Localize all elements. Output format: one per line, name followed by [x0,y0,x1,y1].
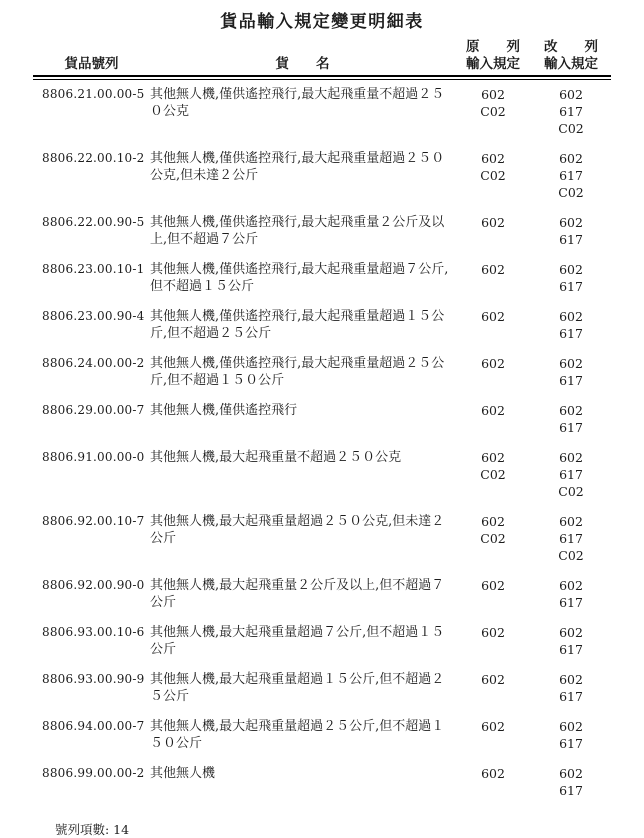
regulation-code: 602 [481,514,505,529]
table-row [33,214,611,261]
header-col-changed-regulation [531,39,611,73]
regulation-code: 617 [559,168,583,183]
table-row [33,513,611,577]
goods-name: 其他無人機,僅供遙控飛行,最大起飛重量超過１５公斤,但不超過２５公斤 [150,309,445,341]
regulation-code: 602 [559,719,583,734]
table-row [33,308,611,355]
goods-name: 其他無人機 [150,766,216,781]
header-col-original-regulation [455,39,531,73]
original-regulation-codes [455,308,531,325]
regulation-code: 602 [481,356,505,371]
regulation-code: 617 [559,531,583,546]
header-col-changed-regulation-line2: 輸入規定 [544,56,598,72]
commodity-code: 8806.93.00.10-6 [42,625,145,639]
regulation-code: C02 [558,185,584,200]
regulation-code: C02 [558,548,584,563]
regulation-code: 602 [481,625,505,640]
regulation-code: 602 [559,309,583,324]
table-header [33,39,611,73]
changed-regulation-codes [531,718,611,752]
regulation-code: 602 [559,403,583,418]
regulation-code: 602 [559,87,583,102]
commodity-code: 8806.22.00.10-2 [42,151,145,165]
goods-name: 其他無人機,僅供遙控飛行 [150,403,298,418]
header-col-goods-name-label: 貨 名 [275,56,330,72]
regulation-code: 602 [559,672,583,687]
goods-name: 其他無人機,最大起飛重量２公斤及以上,但不超過７公斤 [150,578,445,610]
table-body [33,80,611,812]
regulation-code: 602 [481,309,505,324]
regulation-code: 602 [481,215,505,230]
changed-regulation-codes [531,513,611,564]
regulation-code: 602 [481,450,505,465]
header-col-changed-regulation-line1: 改 列 [544,39,598,55]
changed-regulation-codes [531,150,611,201]
original-regulation-codes [455,402,531,419]
goods-name: 其他無人機,最大起飛重量超過２５０公克,但未達２公斤 [150,514,445,546]
regulation-code: 602 [559,262,583,277]
regulation-code: 617 [559,420,583,435]
regulation-code: 602 [559,356,583,371]
changed-regulation-codes [531,86,611,137]
changed-regulation-codes [531,765,611,799]
table-row [33,718,611,765]
regulation-code: 602 [559,625,583,640]
regulation-code: 602 [481,87,505,102]
original-regulation-codes [455,577,531,594]
regulation-code: 602 [559,578,583,593]
table-row [33,261,611,308]
table-row [33,86,611,150]
commodity-code: 8806.22.00.90-5 [42,215,145,229]
goods-name: 其他無人機,最大起飛重量不超過２５０公克 [150,450,402,465]
original-regulation-codes [455,86,531,120]
table-row [33,624,611,671]
original-regulation-codes [455,150,531,184]
original-regulation-codes [455,718,531,735]
goods-name: 其他無人機,僅供遙控飛行,最大起飛重量超過７公斤,但不超過１５公斤 [150,262,449,294]
regulation-code: 617 [559,736,583,751]
original-regulation-codes [455,624,531,641]
original-regulation-codes [455,449,531,483]
changed-regulation-codes [531,355,611,389]
header-col-original-regulation-line2: 輸入規定 [466,56,520,72]
regulation-change-table [33,39,611,812]
regulation-code: C02 [558,484,584,499]
regulation-code: 602 [559,215,583,230]
regulation-code: 602 [559,766,583,781]
goods-name: 其他無人機,最大起飛重量超過２５公斤,但不超過１５０公斤 [150,719,445,751]
regulation-code: 602 [481,578,505,593]
original-regulation-codes [455,513,531,547]
goods-name: 其他無人機,僅供遙控飛行,最大起飛重量超過２５０公克,但未達２公斤 [150,151,445,183]
commodity-code: 8806.21.00.00-5 [42,87,145,101]
table-row [33,150,611,214]
regulation-code: 602 [559,151,583,166]
commodity-code: 8806.92.00.10-7 [42,514,145,528]
row-count-label: 號列項數: 14 [55,822,130,837]
changed-regulation-codes [531,261,611,295]
regulation-code: 602 [481,151,505,166]
page-title: 貨品輸入規定變更明細表 [220,12,424,32]
regulation-code: 617 [559,689,583,704]
regulation-code: 617 [559,783,583,798]
regulation-code: 602 [481,262,505,277]
changed-regulation-codes [531,402,611,436]
commodity-code: 8806.29.00.00-7 [42,403,145,417]
table-row [33,355,611,402]
regulation-code: 617 [559,642,583,657]
changed-regulation-codes [531,624,611,658]
goods-name: 其他無人機,僅供遙控飛行,最大起飛重量不超過２５０公克 [150,87,445,119]
commodity-code: 8806.93.00.90-9 [42,672,145,686]
commodity-code: 8806.23.00.10-1 [42,262,145,276]
regulation-code: 602 [559,450,583,465]
regulation-code: C02 [558,121,584,136]
original-regulation-codes [455,355,531,372]
header-col-original-regulation-line1: 原 列 [466,39,520,55]
regulation-code: C02 [480,168,506,183]
original-regulation-codes [455,214,531,231]
original-regulation-codes [455,261,531,278]
regulation-code: 617 [559,595,583,610]
original-regulation-codes [455,765,531,782]
regulation-code: 617 [559,326,583,341]
regulation-code: C02 [480,531,506,546]
regulation-code: 617 [559,373,583,388]
table-row [33,765,611,812]
regulation-code: 617 [559,467,583,482]
regulation-code: 617 [559,279,583,294]
changed-regulation-codes [531,577,611,611]
commodity-code: 8806.24.00.00-2 [42,356,145,370]
regulation-code: 617 [559,232,583,247]
table-row [33,671,611,718]
header-col-goods-name [150,56,455,73]
regulation-code: C02 [480,467,506,482]
original-regulation-codes [455,671,531,688]
commodity-code: 8806.23.00.90-4 [42,309,145,323]
regulation-code: C02 [480,104,506,119]
regulation-code: 602 [481,672,505,687]
commodity-code: 8806.91.00.00-0 [42,450,145,464]
goods-name: 其他無人機,僅供遙控飛行,最大起飛重量２公斤及以上,但不超過７公斤 [150,215,445,247]
goods-name: 其他無人機,僅供遙控飛行,最大起飛重量超過２５公斤,但不超過１５０公斤 [150,356,445,388]
changed-regulation-codes [531,671,611,705]
changed-regulation-codes [531,449,611,500]
commodity-code: 8806.94.00.00-7 [42,719,145,733]
changed-regulation-codes [531,308,611,342]
header-col-commodity-code-label: 貨品號列 [64,56,119,72]
regulation-code: 602 [481,403,505,418]
regulation-code: 602 [481,719,505,734]
goods-name: 其他無人機,最大起飛重量超過１５公斤,但不超過２５公斤 [150,672,445,704]
table-row [33,577,611,624]
commodity-code: 8806.92.00.90-0 [42,578,145,592]
regulation-code: 617 [559,104,583,119]
commodity-code: 8806.99.00.00-2 [42,766,145,780]
changed-regulation-codes [531,214,611,248]
header-col-commodity-code [33,56,150,73]
regulation-code: 602 [481,766,505,781]
table-row [33,449,611,513]
goods-name: 其他無人機,最大起飛重量超過７公斤,但不超過１５公斤 [150,625,445,657]
table-row [33,402,611,449]
regulation-code: 602 [559,514,583,529]
